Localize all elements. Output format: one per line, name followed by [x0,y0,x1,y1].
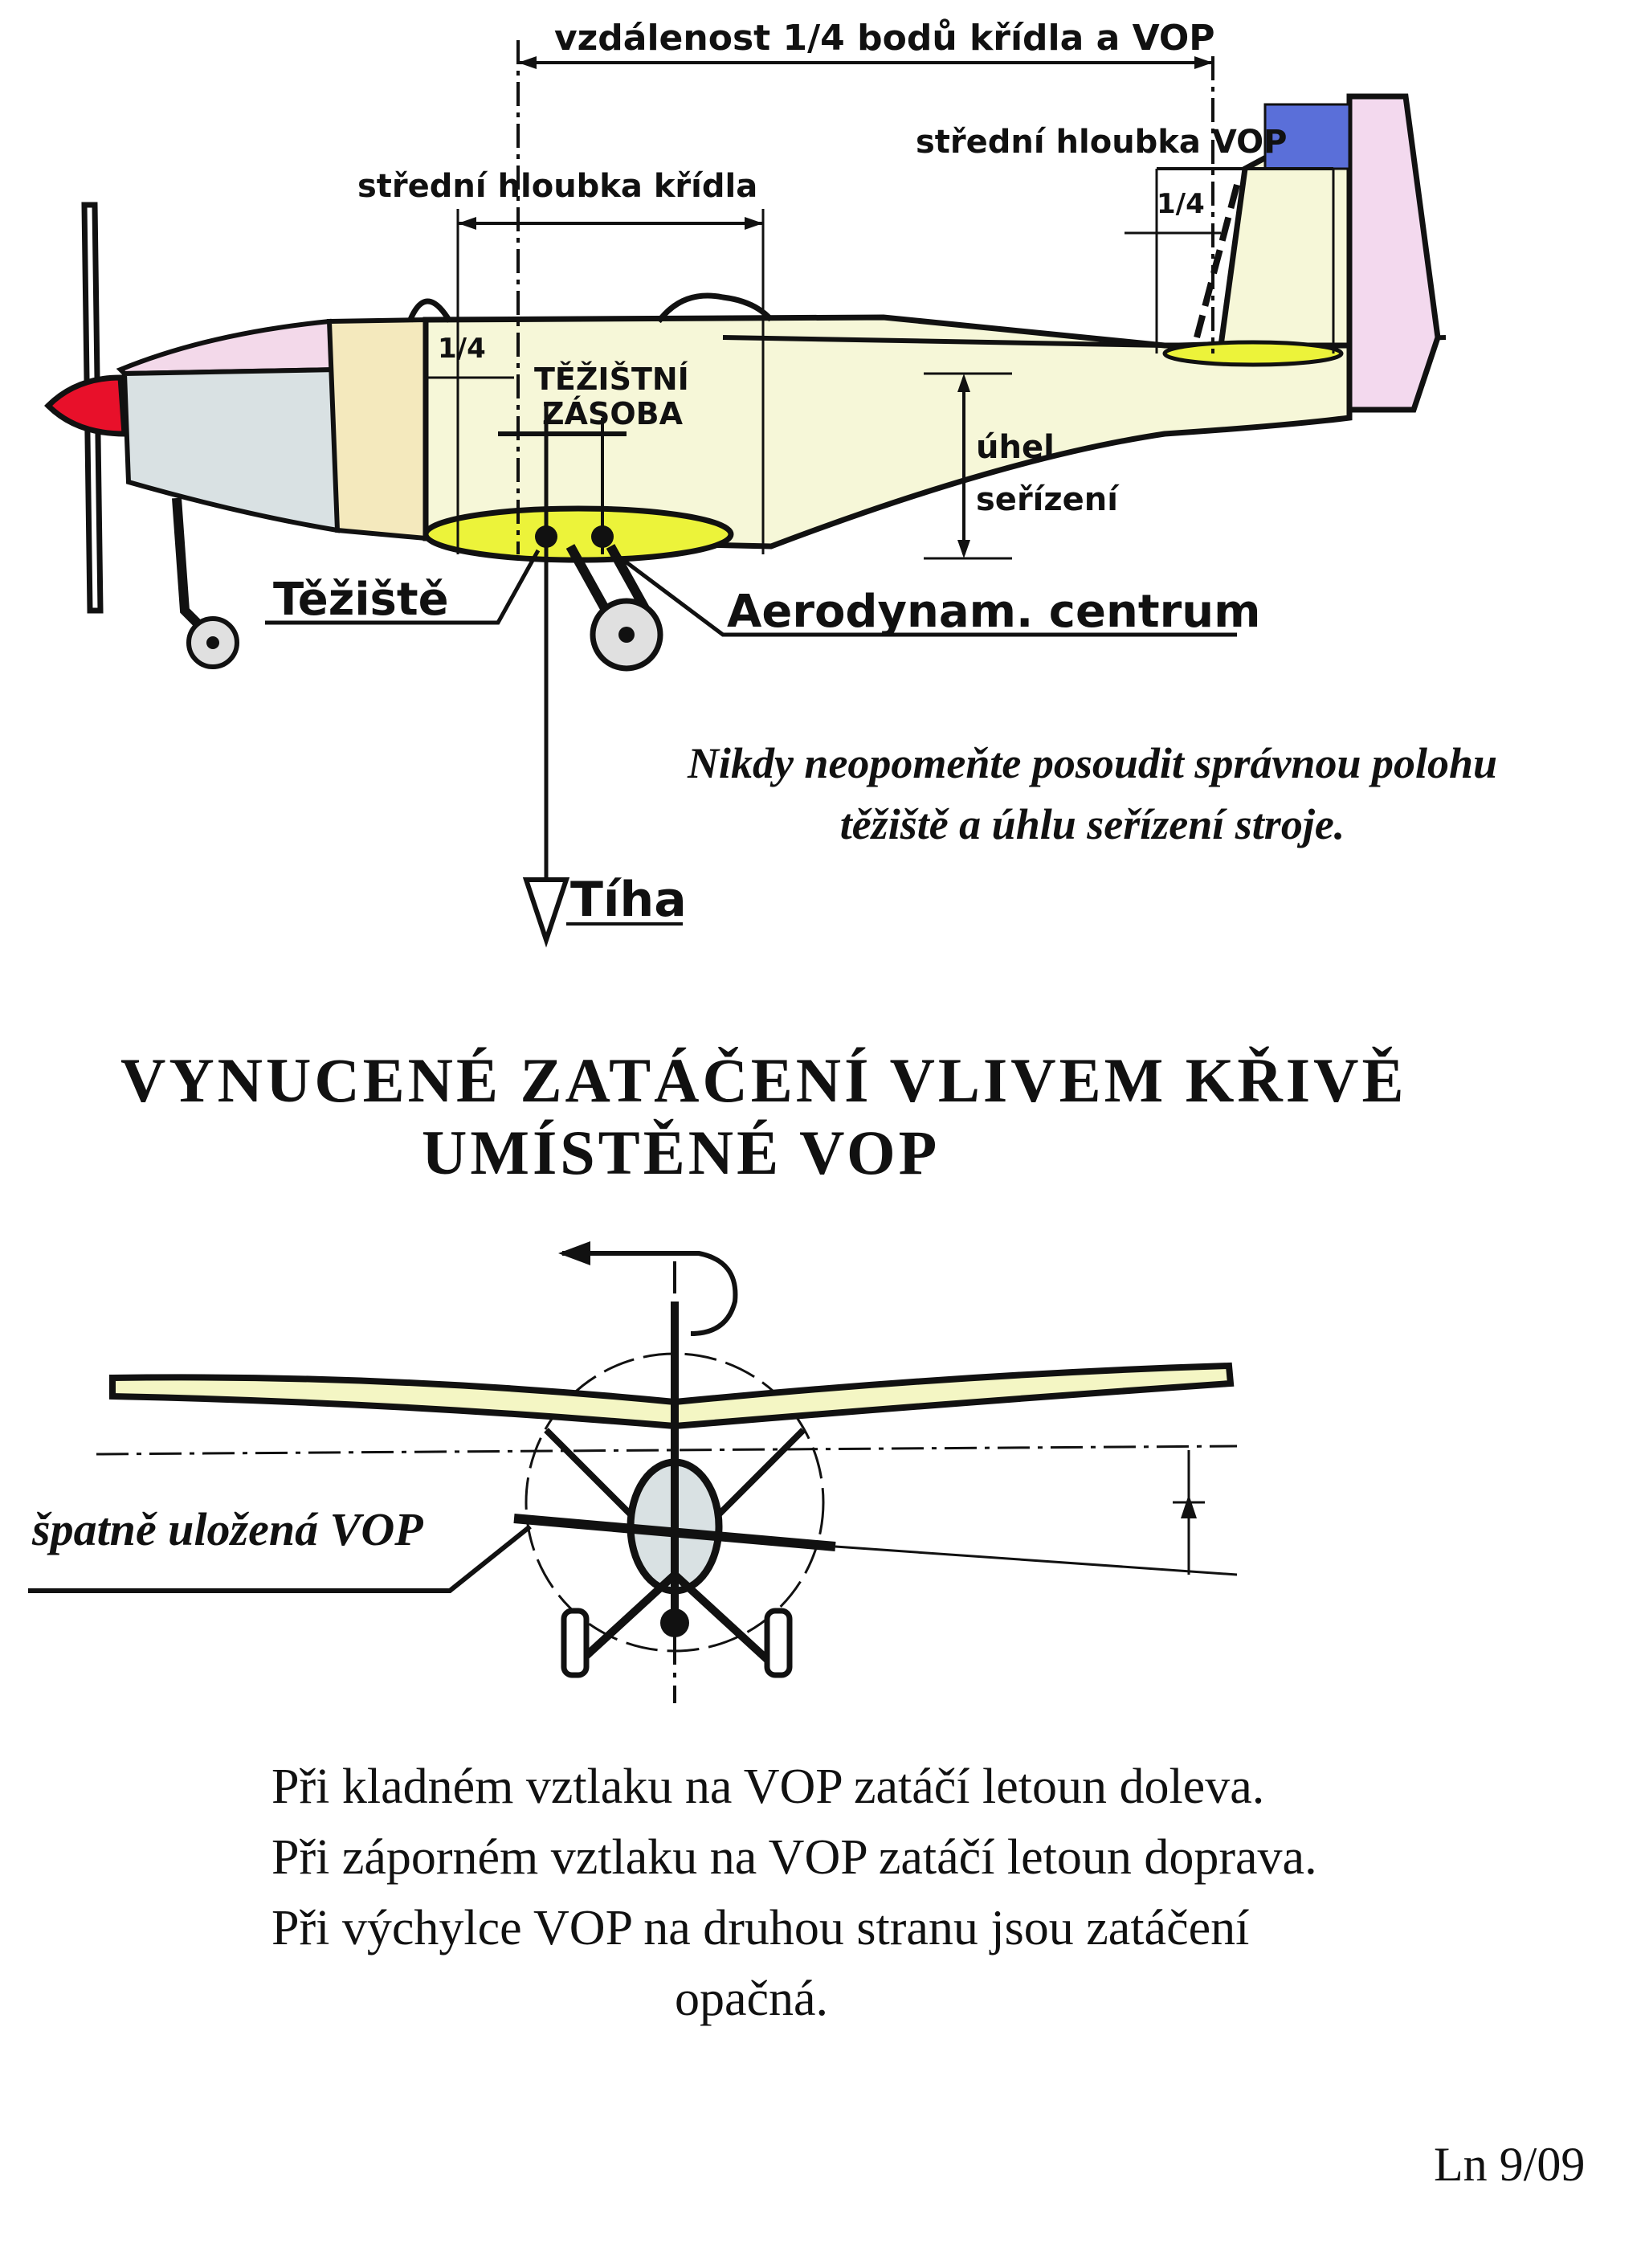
nose-cowling [120,321,337,374]
label-incidence-line1: úhel [976,429,1055,466]
label-weight: Tíha [570,872,687,928]
label-fuel-line1: TĚŽIŠTNÍ [534,362,689,397]
rotation-arrow-head [558,1241,590,1265]
label-quarter-tail: 1/4 [1157,188,1205,220]
label-cg: Těžiště [273,574,449,626]
explanation-line1: Při kladném vztlaku na VOP zatáčí letoun doleva. [271,1759,1265,1814]
explanation-line4: opačná. [675,1972,829,2026]
tail-wheel [660,1608,689,1637]
label-ac: Aerodynam. centrum [727,586,1261,638]
spinner [48,378,124,434]
label-quarter-wing: 1/4 [438,333,486,365]
page-number: Ln 9/09 [1434,2138,1586,2191]
note-line2: těžiště a úhlu seřízení stroje. [839,800,1345,848]
right-wheel [767,1611,790,1675]
label-wing-mac: střední hloubka křídla [357,168,758,205]
tailplane-section [1165,342,1341,365]
front-cowl [124,370,337,530]
label-fuel-line2: ZÁSOBA [542,396,684,431]
note [594,733,1590,855]
front-view-diagram [0,1205,1645,2250]
section-title-line2: UMÍSTĚNÉ VOP [422,1118,941,1187]
left-wheel [564,1611,586,1675]
section-title-line1: VYNUCENÉ ZATÁČENÍ VLIVEM KŘIVĚ [120,1045,1407,1115]
rear-cowl [329,320,426,538]
explanation-line2: Při záporném vztlaku na VOP zatáčí letoun doprava. [271,1830,1317,1885]
label-tail-mac: střední hloubka VOP [916,124,1288,161]
rudder [1349,96,1438,410]
explanation-line3: Při výchylce VOP na druhou stranu jsou zatáčení [271,1901,1250,1955]
front-view-label: špatně uložená VOP [32,1503,423,1555]
weight-arrow [526,880,566,940]
note-line1: Nikdy neopomeňte posoudit správnou polohu [687,739,1498,787]
label-distance: vzdálenost 1/4 bodů křídla a VOP [554,18,1215,59]
label-incidence-line2: seřízení [976,481,1118,518]
